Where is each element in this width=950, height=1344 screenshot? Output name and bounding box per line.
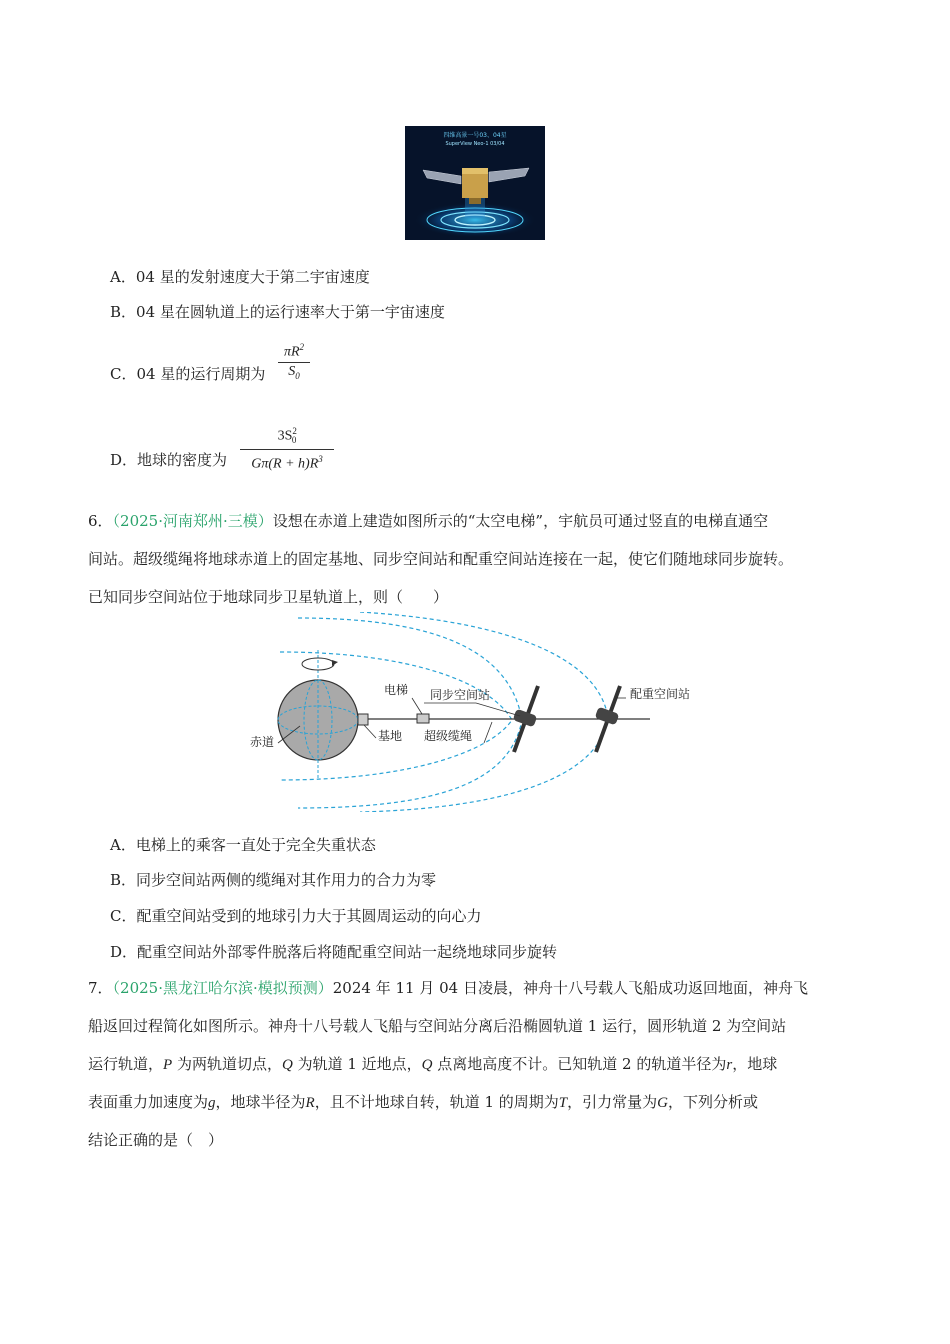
label-cable: 超级缆绳 <box>424 729 473 743</box>
text-run: ，且不计地球自转，轨道 1 的周期为 <box>314 1093 559 1111</box>
option-label: D． <box>110 451 138 469</box>
rotation-arrow-icon <box>302 658 334 670</box>
frac-denominator: S <box>288 363 296 379</box>
text-run: 运行轨道， <box>88 1055 164 1073</box>
frac-denominator-sub: 0 <box>295 370 300 381</box>
q6-stem-line3: 已知同步空间站位于地球同步卫星轨道上，则（ ） <box>88 588 449 606</box>
text-run: ，地球半径为 <box>215 1093 306 1111</box>
option-text: 同步空间站两侧的缆绳对其作用力的合力为零 <box>136 871 437 889</box>
image-caption-line2: SuperView Neo-1 03/04 <box>445 141 505 147</box>
option-text: 电梯上的乘客一直处于完全失重状态 <box>135 836 376 854</box>
symbol-r-upper: R <box>305 1095 315 1111</box>
frac-denominator: Gπ(R + h)R <box>251 457 319 473</box>
q5-option-a[interactable] <box>110 266 370 288</box>
option-label: D． <box>110 943 138 961</box>
option-text: 配重空间站受到的地球引力大于其圆周运动的向心力 <box>136 907 482 925</box>
symbol-g: g <box>208 1095 216 1111</box>
frac-numerator-sub: 0 <box>291 435 297 446</box>
symbol-q: Q <box>281 1057 293 1073</box>
question-source: （2025·黑龙江哈尔滨·模拟预测） <box>112 979 333 997</box>
label-base: 基地 <box>378 729 403 743</box>
q5-option-d[interactable] <box>110 449 227 471</box>
frac-numerator-sup: 2 <box>292 426 297 436</box>
option-text: 04 星在圆轨道上的运行速率大于第一宇宙速度 <box>136 303 445 321</box>
option-text: 04 星的发射速度大于第二宇宙速度 <box>135 268 370 286</box>
text-run: ，下列分析或 <box>668 1093 759 1111</box>
space-elevator-figure <box>240 612 720 812</box>
q6-option-d[interactable] <box>110 941 557 963</box>
counterweight-station-icon <box>595 686 620 752</box>
label-counterweight: 配重空间站 <box>630 687 691 701</box>
label-equator: 赤道 <box>250 735 275 749</box>
text-run: 为两轨道切点， <box>172 1055 282 1073</box>
label-sync-station: 同步空间站 <box>430 688 491 702</box>
sync-station-icon <box>513 686 538 752</box>
q6-stem-line1 <box>88 510 768 532</box>
option-text: 配重空间站外部零件脱落后将随配重空间站一起绕地球同步旋转 <box>137 943 558 961</box>
q6-option-a[interactable] <box>110 834 376 856</box>
q5-option-b[interactable] <box>110 301 445 323</box>
q7-stem-line2: 船返回过程简化如图所示。神舟十八号载人飞船与空间站分离后沿椭圆轨道 1 运行，圆形轨道 2 为空间站 <box>88 1017 787 1035</box>
q7-stem-line4 <box>88 1091 758 1114</box>
outer-orbit-curve <box>360 612 608 812</box>
symbol-r: r <box>726 1057 733 1073</box>
symbol-p: P <box>163 1057 173 1073</box>
option-label: B． <box>110 871 137 889</box>
image-caption-line1: 四维高景一号03、04星 <box>443 132 507 139</box>
q6-option-b[interactable] <box>110 869 436 891</box>
arrow-head-icon <box>332 660 338 666</box>
q7-stem-line5: 结论正确的是（ ） <box>88 1131 224 1149</box>
symbol-g-upper: G <box>657 1095 668 1111</box>
symbol-t: T <box>558 1095 568 1111</box>
option-label: A． <box>110 836 136 854</box>
frac-numerator: 3S <box>277 428 293 444</box>
q5-option-d-fraction <box>240 422 334 474</box>
label-elevator: 电梯 <box>384 683 409 697</box>
question-text: 设想在赤道上建造如图所示的“太空电梯”，宇航员可通过竖直的电梯直通空 <box>272 512 769 530</box>
option-text: 地球的密度为 <box>137 451 228 469</box>
frac-numerator-sup: 2 <box>299 342 305 352</box>
symbol-q: Q <box>421 1057 433 1073</box>
option-label: B． <box>110 303 137 321</box>
elevator-car <box>417 714 429 723</box>
frac-denominator-sup: 3 <box>318 454 323 465</box>
question-number: 6． <box>88 512 113 530</box>
question-number: 7． <box>88 979 113 997</box>
q7-stem-line1 <box>88 977 808 999</box>
base-block <box>358 714 368 725</box>
option-label: C． <box>110 907 137 925</box>
text-run: 为轨道 1 近地点， <box>292 1055 422 1073</box>
question-source: （2025·河南郑州·三模） <box>112 512 273 530</box>
option-label: C． <box>110 365 137 383</box>
satellite-image <box>405 126 545 240</box>
text-run: ，引力常量为 <box>567 1093 658 1111</box>
option-text: 04 星的运行周期为 <box>136 365 266 383</box>
option-label: A． <box>110 268 136 286</box>
text-run: ，地球 <box>732 1055 778 1073</box>
text-run: 点离地高度不计。已知轨道 2 的轨道半径为 <box>432 1055 727 1073</box>
q6-stem-line2: 间站。超级缆绳将地球赤道上的固定基地、同步空间站和配重空间站连接在一起，使它们随地球同步旋转。 <box>88 550 794 568</box>
q5-option-c-fraction <box>278 338 310 384</box>
text-run: 表面重力加速度为 <box>88 1093 209 1111</box>
frac-numerator: πR <box>283 344 300 360</box>
q7-stem-line3 <box>88 1053 777 1076</box>
q5-option-c[interactable] <box>110 363 265 385</box>
question-text: 2024 年 11 月 04 日凌晨，神舟十八号载人飞船成功返回地面，神舟飞 <box>332 979 808 997</box>
q6-option-c[interactable] <box>110 905 482 927</box>
